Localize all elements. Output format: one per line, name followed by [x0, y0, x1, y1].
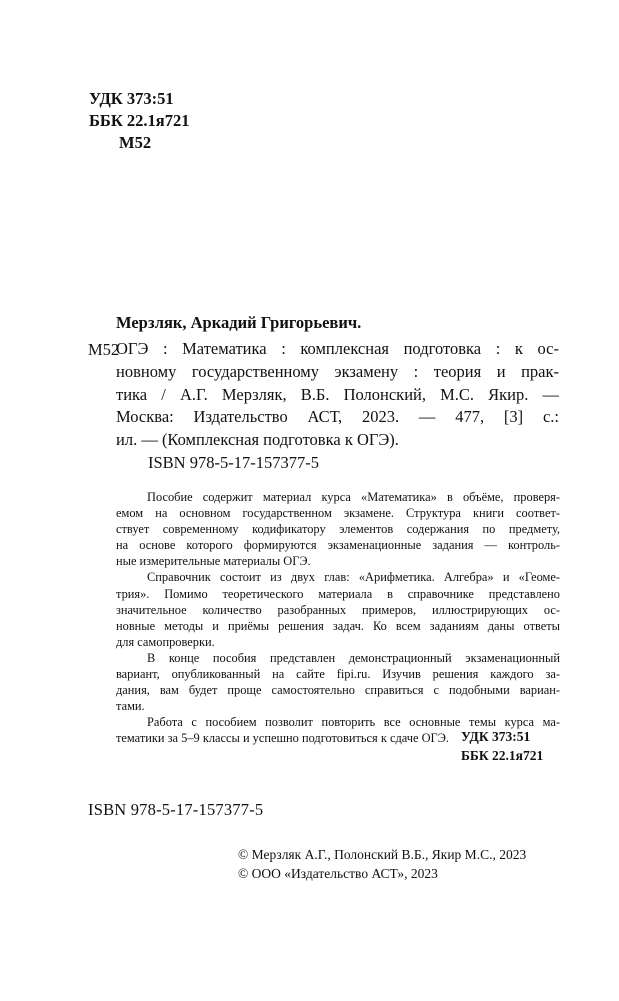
annotation: [116, 489, 560, 747]
copyright-authors: © Мерзляк А.Г., Полонский В.Б., Якир М.С., 2023: [238, 847, 527, 862]
udk-code: УДК 373:51: [89, 89, 174, 108]
annotation-line: ные измерительные материалы ОГЭ.: [116, 554, 311, 569]
description-line: Москва: Издательство АСТ, 2023. — 477, [3] с.:: [116, 407, 559, 427]
description-line: тика / А.Г. Мерзляк, В.Б. Полонский, М.С. Якир. —: [116, 384, 559, 404]
annotation-paragraph: [116, 489, 560, 569]
classification-codes-bottom: [461, 727, 543, 765]
annotation-paragraph: [116, 569, 560, 649]
annotation-line: Работа с пособием позволит повторить все основные темы курса ма-: [147, 715, 560, 730]
annotation-line: ствует современному кодификатору элементов содержания по предмету,: [116, 522, 560, 537]
annotation-line: значительное количество разобранных примеров, иллюстрирующих ос-: [116, 602, 560, 617]
annotation-line: для самопроверки.: [116, 634, 215, 649]
isbn-record: ISBN 978-5-17-157377-5: [148, 452, 319, 472]
author-mark: М52: [119, 133, 152, 152]
bibliographic-description: [116, 338, 559, 475]
description-line: ОГЭ : Математика : комплексная подготовка : к ос-: [116, 339, 559, 358]
annotation-line: В конце пособия представлен демонстрационный экзаменационный: [147, 650, 560, 665]
annotation-paragraph: [116, 650, 560, 714]
author-heading: Мерзляк, Аркадий Григорьевич.: [116, 313, 362, 332]
description-line: новному государственному экзамену : теория и прак-: [116, 361, 559, 381]
copyright-publisher: © ООО «Издательство АСТ», 2023: [238, 866, 438, 881]
annotation-line: вариант, опубликованный на сайте fipi.ru. Изучив решения каждого за-: [116, 667, 560, 682]
author-mark-side: М52: [88, 340, 120, 359]
copyright-block: [238, 845, 526, 883]
isbn: ISBN 978-5-17-157377-5: [88, 800, 264, 819]
udk-code: УДК 373:51: [461, 729, 531, 744]
annotation-line: Пособие содержит материал курса «Математика» в объёме, проверя-: [147, 490, 560, 504]
bbk-code: ББК 22.1я721: [89, 111, 190, 130]
annotation-line: новные методы и приёмы решения задач. Ко всем заданиям даны ответы: [116, 618, 560, 633]
classification-codes-top: [89, 88, 189, 154]
bbk-code: ББК 22.1я721: [461, 748, 544, 763]
annotation-line: тематики за 5–9 классы и успешно подготовиться к сдаче ОГЭ.: [116, 731, 449, 746]
annotation-line: дания, вам будет проще самостоятельно справиться с подобными вариан-: [116, 683, 560, 698]
annotation-line: Справочник состоит из двух глав: «Арифметика. Алгебра» и «Геоме-: [147, 570, 560, 585]
annotation-line: емом на основном государственном экзамене. Структура книги соответ-: [116, 506, 560, 521]
annotation-line: тами.: [116, 699, 145, 714]
description-line: ил. — (Комплексная подготовка к ОГЭ).: [116, 430, 399, 450]
annotation-line: трия». Помимо теоретического материала в справочнике представлено: [116, 586, 560, 601]
annotation-line: на основе которого формируются экзаменационные задания — контроль-: [116, 538, 560, 553]
